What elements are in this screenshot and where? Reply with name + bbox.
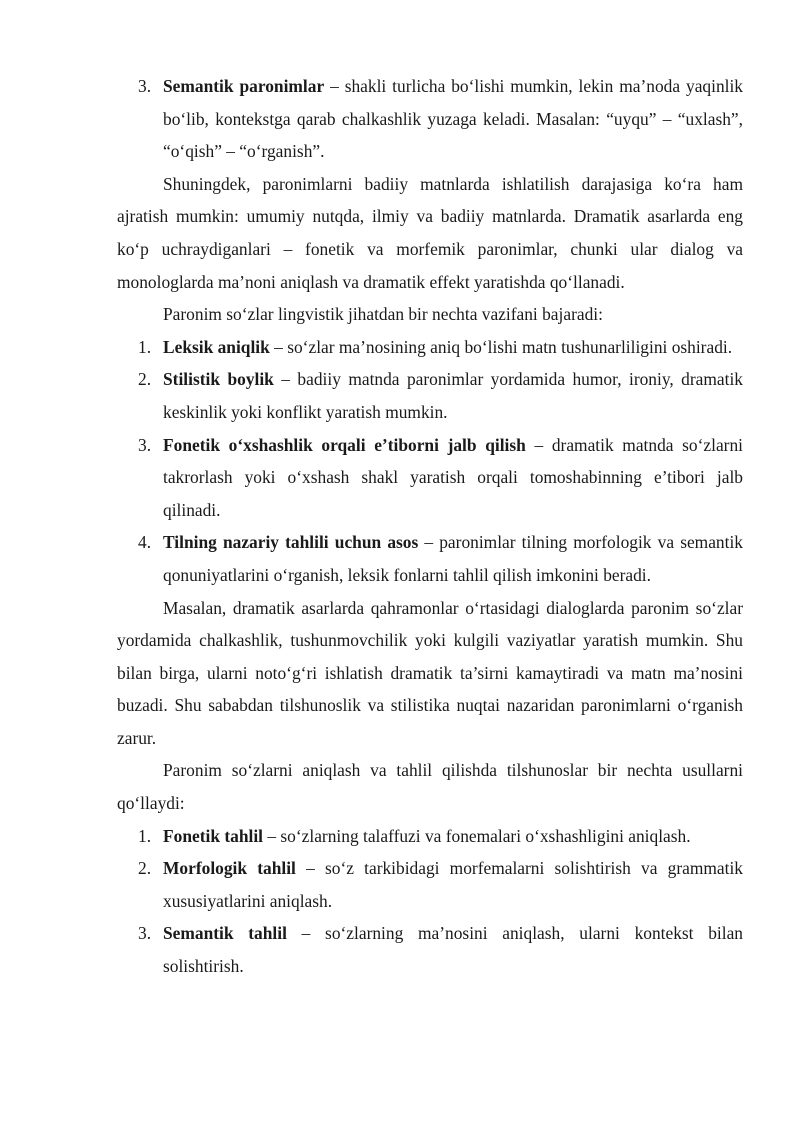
list-term: Tilning nazariy tahlili uchun asos bbox=[163, 532, 419, 553]
list-item bbox=[117, 526, 743, 591]
list-text: – shakli turlicha bo‘lishi mumkin, lekin ma’noda yaqinlik bo‘lib, kontekstga qarab chalkashlik yuzaga keladi. Masalan: “uyqu” – “uxlash”, “o‘qish” – “o‘rganish”. bbox=[163, 76, 743, 162]
list-term: Stilistik boylik bbox=[163, 369, 274, 390]
list-number: 3. bbox=[138, 923, 152, 944]
list-number: 2. bbox=[138, 858, 152, 879]
list-number: 1. bbox=[138, 825, 152, 846]
paragraph: Masalan, dramatik asarlarda qahramonlar o‘rtasidagi dialoglarda paronim so‘zlar yordamida chalkashlik, tushunmovchilik yoki kulgili vaziyatlar yaratish mumkin. Shu bilan birga, ularni noto‘g‘ri ishlatish dramatik ta’sirni kamaytiradi va matn ma’nosini buzadi. Shu sababdan tilshunoslik va stilistika nuqtai nazaridan paronimlarni o‘rganish zarur. bbox=[117, 597, 743, 748]
list-item bbox=[117, 852, 743, 917]
list-text: – so‘zlarning talaffuzi va fonemalari o‘xshashligini aniqlash. bbox=[263, 825, 691, 846]
list-number: 4. bbox=[138, 532, 152, 553]
list-number: 3. bbox=[138, 76, 152, 96]
list-number: 2. bbox=[138, 369, 152, 390]
list-number: 3. bbox=[138, 434, 152, 455]
list-text: – dramatik matnda so‘zlarni takrorlash yoki o‘xshash shakl yaratish orqali tomoshabinning e’tibori jalb qilinadi. bbox=[163, 434, 743, 520]
list-item bbox=[117, 429, 743, 527]
list-text: – so‘zlarning ma’nosini aniqlash, ularni kontekst bilan solishtirish. bbox=[163, 923, 743, 977]
list-text: – paronimlar tilning morfologik va semantik qonuniyatlarini o‘rganish, leksik fonlarni tahlil qilish imkonini beradi. bbox=[163, 532, 743, 585]
list-number: 1. bbox=[138, 336, 152, 357]
list-term: Leksik aniqlik bbox=[163, 336, 270, 357]
list-item bbox=[117, 820, 743, 853]
list-item bbox=[117, 70, 743, 168]
list-term: Morfologik tahlil bbox=[163, 858, 296, 879]
list-item bbox=[117, 331, 743, 364]
list-text: – badiiy matnda paronimlar yordamida humor, ironiy, dramatik keskinlik yoki konflikt yaratish mumkin. bbox=[163, 369, 743, 422]
list-item bbox=[117, 363, 743, 428]
paragraph: Paronim so‘zlar lingvistik jihatdan bir nechta vazifani bajaradi: bbox=[163, 304, 603, 325]
list-term: Semantik paronimlar bbox=[163, 76, 325, 96]
list-text: – so‘zlar ma’nosining aniq bo‘lishi matn tushunarliligini oshiradi. bbox=[269, 336, 733, 357]
paragraph: Paronim so‘zlarni aniqlash va tahlil qilishda tilshunoslar bir nechta usullarni qo‘llaydi: bbox=[117, 760, 743, 814]
paragraph: Shuningdek, paronimlarni badiiy matnlarda ishlatilish darajasiga ko‘ra ham ajratish mumkin: umumiy nutqda, ilmiy va badiiy matnlarda. Dramatik asarlarda eng ko‘p uchraydiganlari – fonetik va morfemik paronimlar, chunki ular dialog va monologlarda ma’noni aniqlash va dramatik effekt yaratishda qo‘llanadi. bbox=[117, 173, 743, 292]
list-term: Semantik tahlil bbox=[163, 923, 287, 944]
list-term: Fonetik tahlil bbox=[163, 825, 264, 846]
list-text: – so‘z tarkibidagi morfemalarni solishtirish va grammatik xususiyatlarini aniqlash. bbox=[163, 858, 743, 911]
list-term: Fonetik o‘xshashlik orqali e’tiborni jalb qilish bbox=[163, 434, 526, 455]
list-item bbox=[117, 917, 743, 982]
document-page bbox=[117, 70, 743, 983]
